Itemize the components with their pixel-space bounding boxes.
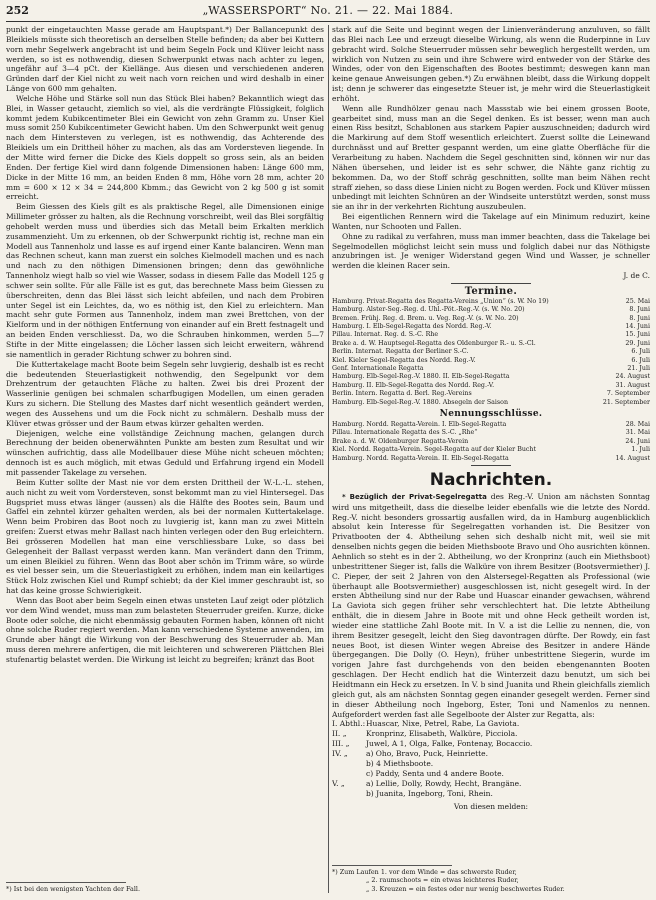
nennung-event: Pillau. Internationale Regatta des S.-C. „Rhe“	[332, 429, 478, 437]
nennung-date: 24. Juni	[625, 437, 650, 445]
termine-item	[332, 315, 650, 323]
termine-date: 21. Juli	[627, 365, 650, 373]
article-paragraph: Diejenigen, welche eine vollständige Zeichnung machen, gelangen durch Berechnung der beiden obenerwähnten Punkte am besten zum Resultat und wir wünschen aufrichtig, dass alle Modellbauer diese Mühe nicht scheuen möchten; dennoch ist es auch möglich, mit etwas Geduld und Erfahrung irgend ein Modell mit passender Takelage zu versehen.	[6, 428, 324, 477]
termine-item	[332, 323, 650, 331]
division-row	[332, 789, 650, 799]
division-label: V. „	[332, 779, 345, 789]
page-header	[6, 4, 650, 20]
termine-event: Hamburg. Elb-Segel-Reg.-V. 1880. Absegeln der Saison	[332, 398, 508, 406]
article-paragraph: Beim Giessen des Kiels gilt es als praktische Regel, alle Dimensionen einige Millimeter grösser zu halten, als die Rechnung vorschreibt, weil das Blei sorgfältig gehobelt werden muss und überdies sich das Metall beim Erkalten merklich zusammenzieht. Um zu erkennen, ob der Schwerpunkt richtig ist, rechne man ein Modell aus Tannenholz und lasse es auf irgend einer Kante balanciren. Wenn man das Rechnen scheut, kann man zuerst ein solches Kielmodell machen und es nach und nach zu den nöthigen Dimensionen bringen; denn das gewöhnliche Tannenholz wiegt halb so viel wie Wasser, sodass in diesem Falle das Modell 125 g schwer sein sollte. Für alle Fälle ist es gut, das berechnete Mass beim Giessen zu überschreiten, denn das Blei lässt sich leicht abfeilen, und nach dem Probiren unter Segel ist ein Leichtes, da, wo es nöthig ist, den Kiel zu erleichtern. Man macht sehr gute Formen aus Tannenholz, indem man zwei Brettchen, von der Kielform und in der nöthigen Entfernung von einander auf ein Brett festnagelt und an beiden Enden verschliesst. Da, wo die Schrauben hinkommen, werden 5—7 Stifte in der Mitte eingelassen; die Löcher lassen sich leicht erweitern, während sie namentlich in gerader Richtung schwer zu bohren sind.	[6, 202, 324, 359]
nennung-event: Brake a. d. W. Oldenburger Regatta-Verein	[332, 437, 469, 445]
termine-item	[332, 348, 650, 356]
termine-event: Hamburg. Privat-Regatta des Regatta-Vereins „Union“ (s. W. No 19)	[332, 297, 549, 305]
termine-date: 6. Juli	[631, 348, 650, 356]
termine-event: Brake a. d. W. Hauptsegel-Regatta des Oldenburger R.- u. S.-Cl.	[332, 339, 536, 347]
left-column	[6, 25, 324, 893]
division-row	[332, 719, 650, 729]
termine-event: Bremen. Frühj. Reg. d. Brem. u. Veg. Reg.-V. (s. W. No. 20)	[332, 314, 519, 322]
termine-event: Hamburg. II. Elb-Segel-Regatta des Nordd. Reg.-V.	[332, 381, 495, 389]
division-row	[332, 729, 650, 739]
termine-item	[332, 357, 650, 365]
footnote: *) Zum Laufen 1. vor dem Winde = das schwerste Ruder,	[332, 867, 517, 876]
right-column	[332, 25, 650, 893]
article-paragraph: Ohne zu radikal zu verfahren, muss man immer beachten, dass die Takelage bei Segelmodellen möglichst leicht sein muss und folglich dabei nur das Nöthigste anzubringen ist. Je weniger Widerstand gegen Wind und Wasser, je schneller werden die kleinen Racer sein.	[332, 231, 650, 271]
division-label: II. „	[332, 729, 347, 739]
column-divider	[328, 25, 329, 893]
division-row	[332, 769, 650, 779]
division-list	[332, 719, 650, 799]
termine-date: 21. September	[602, 398, 650, 406]
division-label: III. „	[332, 739, 350, 749]
newspaper-page	[6, 4, 650, 896]
termine-event: Hamburg. Alster-Seg.-Reg. d. Uhl.-Pöt.-Reg.-V. (s. W. No. 20)	[332, 306, 525, 314]
termine-item	[332, 365, 650, 373]
nachrichten-lead: * Bezüglich der Privat-Segelregatta	[342, 492, 487, 501]
nennung-event: Hamburg. Nordd. Regatta-Verein. I. Elb-Segel-Regatta	[332, 420, 507, 428]
article-paragraph: Wenn alle Rundhölzer genau nach Massstab wie bei einem grossen Boote, gearbeitet sind, muss man an die Segel denken. Es ist besser, wenn man auch einen Riss besitzt, Schablonen aus starkem Papier auszuschneiden; dadurch wird die Markirung auf dem Stoff wesentlich erleichtert. Zuerst sollte die Leinewand durchnässt und auf Bretter gespannt werden, um eine glatte Oberfläche für die Verarbeitung zu haben. Nachdem die Segel geschnitten sind, können wir nur das Nähen übersehen, und leider ist es sehr schwer, die Nähte ganz richtig zu bekommen. Da, wo der Stoff schräg geschnitten, sollte man beim Nähen recht straff ziehen, so dass diese Linien nicht zu Bogen werden. Fock und Klüver müssen unbedingt mit leichten Schnüren an der Windseite unterstützt werden, sonst muss sie an ihr in der verkehrten Richtung auszubeulen.	[332, 103, 650, 212]
division-label	[332, 769, 366, 779]
nennung-date: 1. Juli	[631, 446, 650, 454]
nennung-item	[332, 446, 650, 454]
footnote-rule	[332, 865, 452, 866]
termine-event: Pillau. Internat. Reg. d. S.-C. Rhe	[332, 331, 439, 339]
division-boats: a) Lellie, Dolly, Rowdy, Hecht, Brangäne.	[366, 779, 522, 789]
division-label: I. Abthl.:	[332, 719, 366, 729]
nachrichten-paragraph	[332, 492, 650, 719]
right-footnote-block	[332, 861, 650, 893]
header-rule	[6, 21, 650, 22]
division-row	[332, 739, 650, 749]
termine-event: Kiel. Kieler Segel-Regatta des Nordd. Reg.-V.	[332, 356, 476, 364]
nennung-date: 28. Mai	[625, 420, 650, 428]
nennung-date: 14. August	[615, 454, 650, 462]
masthead-title: „WASSERSPORT“ No. 21. — 22. Mai 1884.	[202, 4, 454, 17]
article-paragraph: punkt der eingetauchten Masse gerade am Hauptspant.*) Der Ballancepunkt des Bleikiels müsste sich theoretisch an derselben Stelle befinden; da aber bei Kuttern vorn mehr Segelwerk angebracht ist und beim Segeln Fock und Klüver leicht nass werden, so ist es nothwendig, diesen Schwerpunkt etwas nach achter zu legen, ungefähr auf 3—4 pCt. der Kiellänge. Aus diesen und verschiedenen anderen Gründen darf der Kiel nicht zu weit nach vorn reichen und wird deshalb in einer Länge von 600 mm gehalten.	[6, 25, 324, 94]
termine-date: 8. Juni	[629, 306, 650, 314]
termine-date: 7. September	[606, 390, 650, 398]
division-label	[332, 789, 366, 799]
footnote: *) Ist bei den wenigsten Yachten der Fall.	[6, 884, 140, 893]
termine-event: Berlin. Intern. Regatta d. Berl. Reg.-Vereins	[332, 390, 472, 398]
nennung-event: Hamburg. Nordd. Regatta-Verein. II. Elb-Segel-Regatta	[332, 454, 509, 462]
division-row	[332, 779, 650, 789]
termine-item	[332, 340, 650, 348]
footnote: „ 2. raumschoots = ein etwas leichteres Ruder,	[366, 876, 519, 885]
nennung-list	[332, 421, 650, 463]
termine-date: 24. August	[615, 373, 650, 381]
division-row	[332, 759, 650, 769]
termine-event: Berlin. Internat. Regatta der Berliner S.-C.	[332, 348, 469, 356]
termine-event: Genf. Internationale Regatta	[332, 365, 424, 373]
article-paragraph: Wenn das Boot aber beim Segeln einen etwas unsteten Lauf zeigt oder plötzlich vor dem Wind wendet, muss man zum belasteten Steuerruder greifen. Kurze, dicke Boote oder solche, die nicht ebenmässig gebauten Formen haben, können oft nicht ohne solche Ruder regiert werden. Man kann verschiedene Systeme anwenden, im Grunde aber hängt die Wirkung von der Beschwerung des Steuerruder ab. Man muss deren mehrere anfertigen, die mit leichteren und schwereren Plättchen Blei stufenartig belastet werden. Die Wirkung ist leicht zu begreifen; kränzt das Boot	[6, 595, 324, 664]
nennung-date: 31. Mai	[625, 429, 650, 437]
nennung-item	[332, 455, 650, 463]
division-boats: b) Juanita, Ingeborg, Toni, Rhein.	[366, 789, 493, 799]
division-boats: Juwel, A 1, Olga, Falke, Fontenay, Bocaccio.	[366, 739, 533, 749]
nennung-item	[332, 421, 650, 429]
page-number: 252	[6, 4, 29, 17]
left-footnote-block	[6, 878, 324, 893]
termine-item	[332, 331, 650, 339]
article-paragraph: Die Kuttertakelage macht Boote beim Segeln sehr luvgierig, deshalb ist es recht die bedeutenden Steuerlastigkeit nothwendig, den Segelpunkt vor dem Drehzentrum der getauchten Fläche zu halten. Zwei bis drei Prozent der Wasserlinie genügen bei schmalen scharfbugigen Modellen, um einen geraden Kurs zu sichern. Die Stellung des Mastes darf nicht wesentlich geändert werden, wegen des Aussehens und um die Fock nicht zu schmälern. Deshalb muss der Klüver etwas grösser und der Baum etwas kürzer gehalten werden.	[6, 359, 324, 428]
article-paragraph: Bei eigentlichen Rennern wird die Takelage auf ein Minimum reduzirt, keine Wanten, nur Schooten und Fallen.	[332, 212, 650, 231]
nennung-event: Kiel. Nordd. Regatta-Verein. Segel-Regatta auf der Kieler Bucht	[332, 446, 536, 454]
termine-event: Hamburg. Elb-Segel-Reg.-V. 1880. II. Elb-Segel-Regatta	[332, 373, 510, 381]
nachrichten-text: des Reg.-V. Union am nächsten Sonntag wird uns mitgetheilt, dass die dieselbe leider ebenfalls wie die letzte des Nordd. Reg.-V. nicht besonders grossartig ausfallen wird, da in Hamburg augenblicklich absolut kein Interesse für Segelregatten vorhanden ist. Die Besitzer von Privatbooten der 4. Abtheilung sehen sich deshalb nicht mit, weil sie mit denselben nichts gegen die beiden Miethsboote Bravo und Oho ausrichten können. Aehnlich so steht es in der 2. Abtheilung, wo der Kronprinz (auch ein Miethsboot) unbestrittener Sieger ist, falls die Walküre von ihrem Besitzer (Bootsvermiether) J. C. Pieper, der seit 2 Jahren von den Alstersegel-Regatten als Professional (wie überhaupt alle Bootsvermiether) ausgeschlossen ist, nicht gesegelt wird. In der ersten Abtheilung sind nur der Rabe und Huascar einander gewachsen, während La Gaviota sich gegen früher sehr verschlechtert hat. Die letzte Abtheilung enthält, die in diesem Jahre in Boote mit und ohne Heck getheilt worden ist, wieder eine stattliche Zahl Boote mit. In V. a ist die Lellie zu nennen, die, von ihrem Besitzer gesegelt, leicht den Sieg davontragen dürfte. Der Rowdy, ein fast neues Boot, ist diesen Winter wegen Abreise des Besitzer in andere Hände übergegangen. Die Dolly (O. Heyn), früher unbestrittene Siegerin, wurde im vorigen Jahre fast durchgehends von den beiden ebengenannten Booten geschlagen. Der Hecht endlich hat die Winterzeit dazu benutzt, um sich bei Heidtmann ein Heck zu ersetzen. In V. b sind Juanita und Rhein gleichfalls ziemlich gleich gut, als am nächsten Sonntag gegen einander gesegelt werden. Ferner sind in dieser Abtheilung noch Ingeborg, Ester, Toni und Namenlos zu nennen. Aufgefordert werden fast alle Segelboote der Alster zur Regatta, als:	[332, 491, 650, 719]
footnote-rule	[6, 882, 126, 883]
termine-date: 29. Juni	[625, 339, 650, 347]
termine-date: 8. Juni	[629, 314, 650, 322]
article-paragraph: Welche Höhe und Stärke soll nun das Stück Blei haben? Bekanntlich wiegt das Blei, in Wasser getaucht, ziemlich so viel, als die verdrängte Flüssigkeit, folglich kommt jedem Kubikcentimeter Blei ein Gewicht von zehn Gramm zu. Unser Kiel muss somit 250 Kubikcentimeter Gewicht haben. Um den Schwerpunkt weit genug nach dem Hintersteven zu verlegen, ist es nothwendig, das Achterende des Bleikiels um ein Drittheil höher zu machen, als das am Vordersteven liegende. In der Mitte wird ferner die Dicke des Kiels doppelt so gross sein, als an beiden Enden. Der fertige Kiel wird dann folgende Dimensionen haben: Länge 600 mm, Dicke in der Mitte 16 mm, an beiden Enden 8 mm, Höhe vorn 28 mm, achter 20 mm = 600 × 12 × 34 = 244,800 Kbmm.; das Gewicht von 2 kg 500 g ist somit erreicht.	[6, 93, 324, 202]
termine-item	[332, 298, 650, 306]
termine-date: 15. Juni	[625, 331, 650, 339]
termine-date: 31. August	[615, 381, 650, 389]
termine-item	[332, 373, 650, 381]
division-label	[332, 759, 366, 769]
termine-heading: Termine.	[464, 285, 518, 297]
division-boats: b) 4 Miethsboote.	[366, 759, 434, 769]
termine-item	[332, 390, 650, 398]
article-paragraph: stark auf die Seite und beginnt wegen der Linienveränderung anzuluven, so fällt das Blei nach Lee und erzeugt dieselbe Wirkung, als wenn die Ruderpinne in Luv gebracht wird. Solche Steuerruder müssen sehr beweglich hergestellt werden, um wirklich von Nutzen zu sein und ihre Schwere wird entweder von der Stärke des Windes, oder von den Eigenschaften des Bootes bestimmt; deswegen kann man keine genaue Anweisungen geben.*) Zu erwähnen bleibt, dass die Wirkung doppelt ist; denn je schwerer das eingesetzte Steuer ist, je mehr wird die Steuerlastigkeit erhöht.	[332, 25, 650, 103]
nennung-heading: Nennungsschlüsse.	[439, 409, 543, 420]
article-paragraph: Beim Kutter sollte der Mast nie vor dem ersten Drittheil der W.-L.-L. stehen, auch nicht zu weit vom Vordersteven, sonst bekommt man zu viel Hintersegel. Das Bugspriet muss etwas länger (aussen) als die Hälfte des Bootes sein, Baum und Gaffel ein zehntel kürzer gehalten werden, als bei der normalen Kuttertakelage. Wenn beim Probiren das Boot noch zu luvgierig ist, kann man zu zwei Mitteln greifen: Zuerst etwas mehr Ballast nach hinten verlegen oder den Bug erleichtern. Bei grösseren Modellen hat man eine verschliessbare Luke, so dass bei Gelegenheit der Ballast verpasst werden kann. Man verändert dann den Trimm, um einen Bleikiel zu führen. Wenn das Boot aber schön im Trimm wäre, so würde es viel besser sein, um die Steuerlastigkeit zu erhöhen, indem man ein keilartiges Stück Holz zwischen Kiel und Rumpf schiebt; da der Kiel immer geschraubt ist, so hat das keine grosse Schwierigkeit.	[6, 477, 324, 596]
divisions-closing: Von diesen melden:	[453, 802, 529, 812]
division-boats: Huascar, Nixe, Petrel, Rabe, La Gaviota.	[366, 719, 520, 729]
division-label: IV. „	[332, 749, 348, 759]
division-boats: c) Paddy, Senta und 4 andere Boote.	[366, 769, 504, 779]
nachrichten-heading: Nachrichten.	[429, 469, 553, 490]
termine-item	[332, 382, 650, 390]
termine-item	[332, 306, 650, 314]
section-rule	[471, 465, 511, 466]
termine-date: 14. Juni	[625, 323, 650, 330]
nennung-item	[332, 429, 650, 437]
division-row	[332, 749, 650, 759]
nennung-item	[332, 438, 650, 446]
termine-event: Hamburg. I. Elb-Segel-Regatta des Nordd. Reg.-V.	[332, 323, 492, 330]
division-boats: a) Oho, Bravo, Puck, Heinriette.	[366, 749, 489, 759]
termine-list	[332, 298, 650, 407]
termine-date: 25. Mai	[625, 297, 650, 305]
termine-date: 6. Juli	[631, 356, 650, 364]
author-signature: J. de C.	[623, 271, 650, 281]
division-boats: Kronprinz, Elisabeth, Walküre, Picciola.	[366, 729, 518, 739]
section-rule	[451, 283, 531, 284]
termine-item	[332, 399, 650, 407]
footnote: „ 3. Kreuzen = ein festes oder nur wenig beschwertes Ruder.	[366, 884, 565, 893]
